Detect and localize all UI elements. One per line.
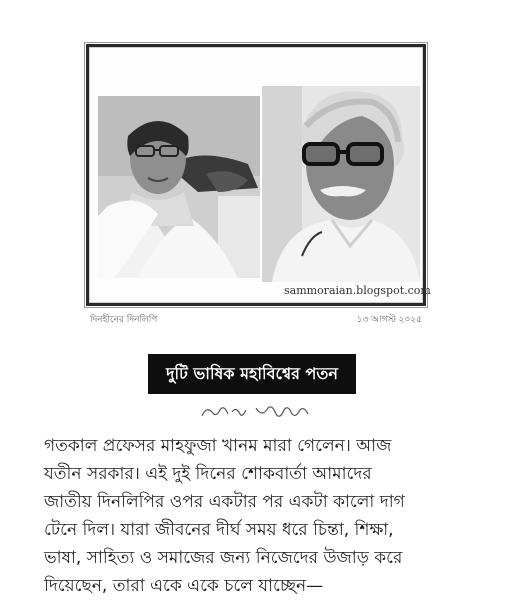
body-line: টেনে দিল। যারা জীবনের দীর্ঘ সময় ধরে চিন্তা, শিক্ষা, — [44, 520, 394, 540]
portrait-left — [98, 96, 260, 278]
article-body — [44, 432, 496, 600]
article-headline — [148, 354, 356, 394]
publish-date: ১৩ আগস্ট ২০২৫ — [356, 315, 422, 325]
body-line: জাতীয় দিনলিপির ওপর একটার পর একটা কালো দাগ — [44, 492, 405, 512]
watermark-url: sammoraian.blogspot.com — [284, 284, 431, 297]
body-line: ভাষা, সাহিত্য ও সমাজের জন্য নিজেদের উজাড় করে — [44, 548, 403, 568]
author-signature — [196, 400, 316, 424]
headline-text: দুটি ভাষিক মহাবিশ্বের পতন — [166, 363, 338, 383]
body-line: যতীন সরকার। এই দুই দিনের শোকবার্তা আমাদের — [44, 464, 372, 484]
portrait-right — [262, 86, 420, 282]
body-line: গতকাল প্রফেসর মাহফুজা খানম মারা গেলেন। আজ — [44, 436, 392, 456]
column-title: দিনহীনের দিনলিপি — [90, 315, 158, 325]
body-line: দিয়েছেন, তারা একে একে চলে যাচ্ছেন— — [44, 576, 324, 596]
photo-caption-row — [86, 310, 426, 328]
